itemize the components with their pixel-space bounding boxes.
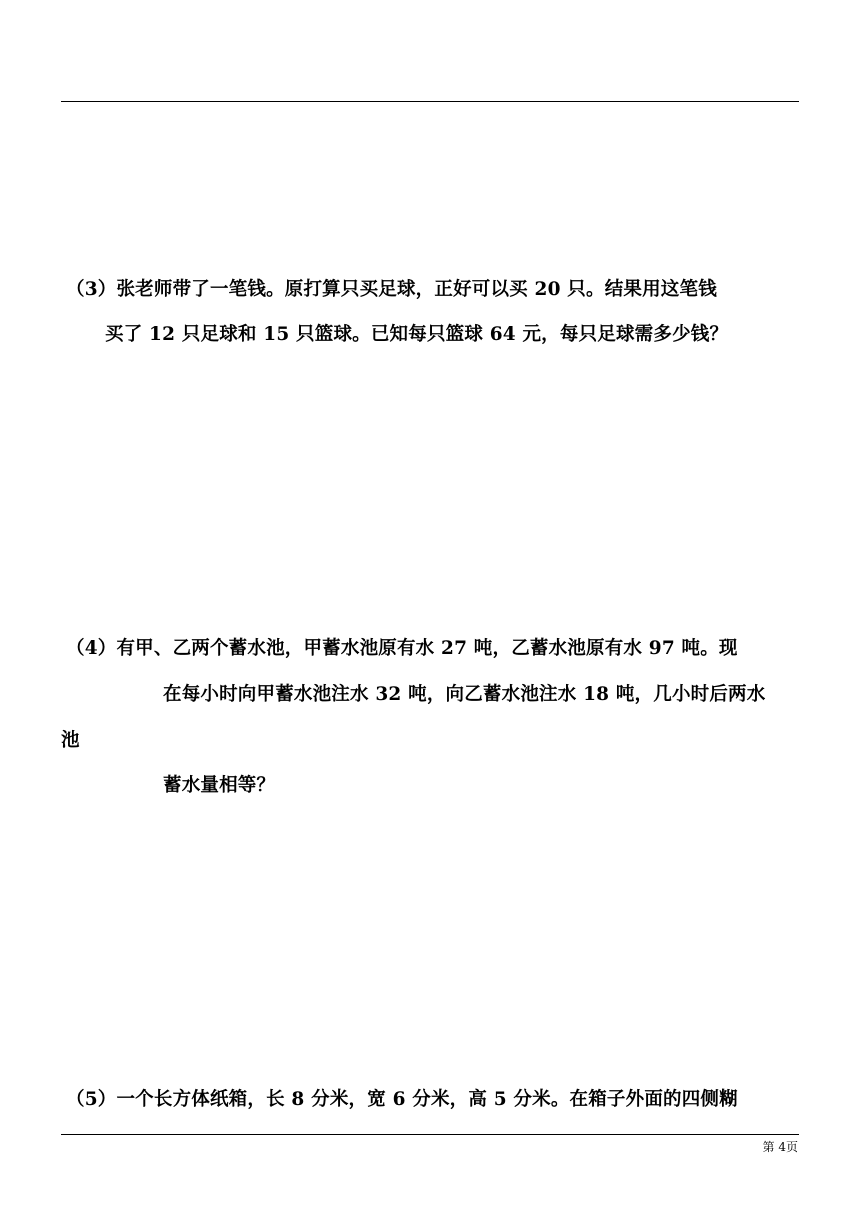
problem-5-line-1: （5）一个长方体纸箱，长 8 分米，宽 6 分米，高 5 分米。在箱子外面的四侧糊: [66, 1089, 738, 1110]
problem-3-line-2: 买了 12 只足球和 15 只篮球。已知每只篮球 64 元，每只足球需多少钱？: [105, 324, 729, 345]
problem-3-line-1: （3）张老师带了一笔钱。原打算只买足球，正好可以买 20 只。结果用这笔钱: [66, 279, 717, 300]
page-number: 第 4页: [762, 1140, 798, 1154]
problem-4-line-2: 在每小时向甲蓄水池注水 32 吨，向乙蓄水池注水 18 吨，几小时后两水: [163, 684, 766, 705]
header-rule: [61, 101, 799, 102]
problem-4-line-1: （4）有甲、乙两个蓄水池，甲蓄水池原有水 27 吨，乙蓄水池原有水 97 吨。现: [66, 638, 738, 659]
footer-rule: [61, 1134, 799, 1135]
problem-4-line-4: 蓄水量相等？: [163, 775, 276, 796]
problem-4-line-3: 池: [61, 730, 80, 751]
